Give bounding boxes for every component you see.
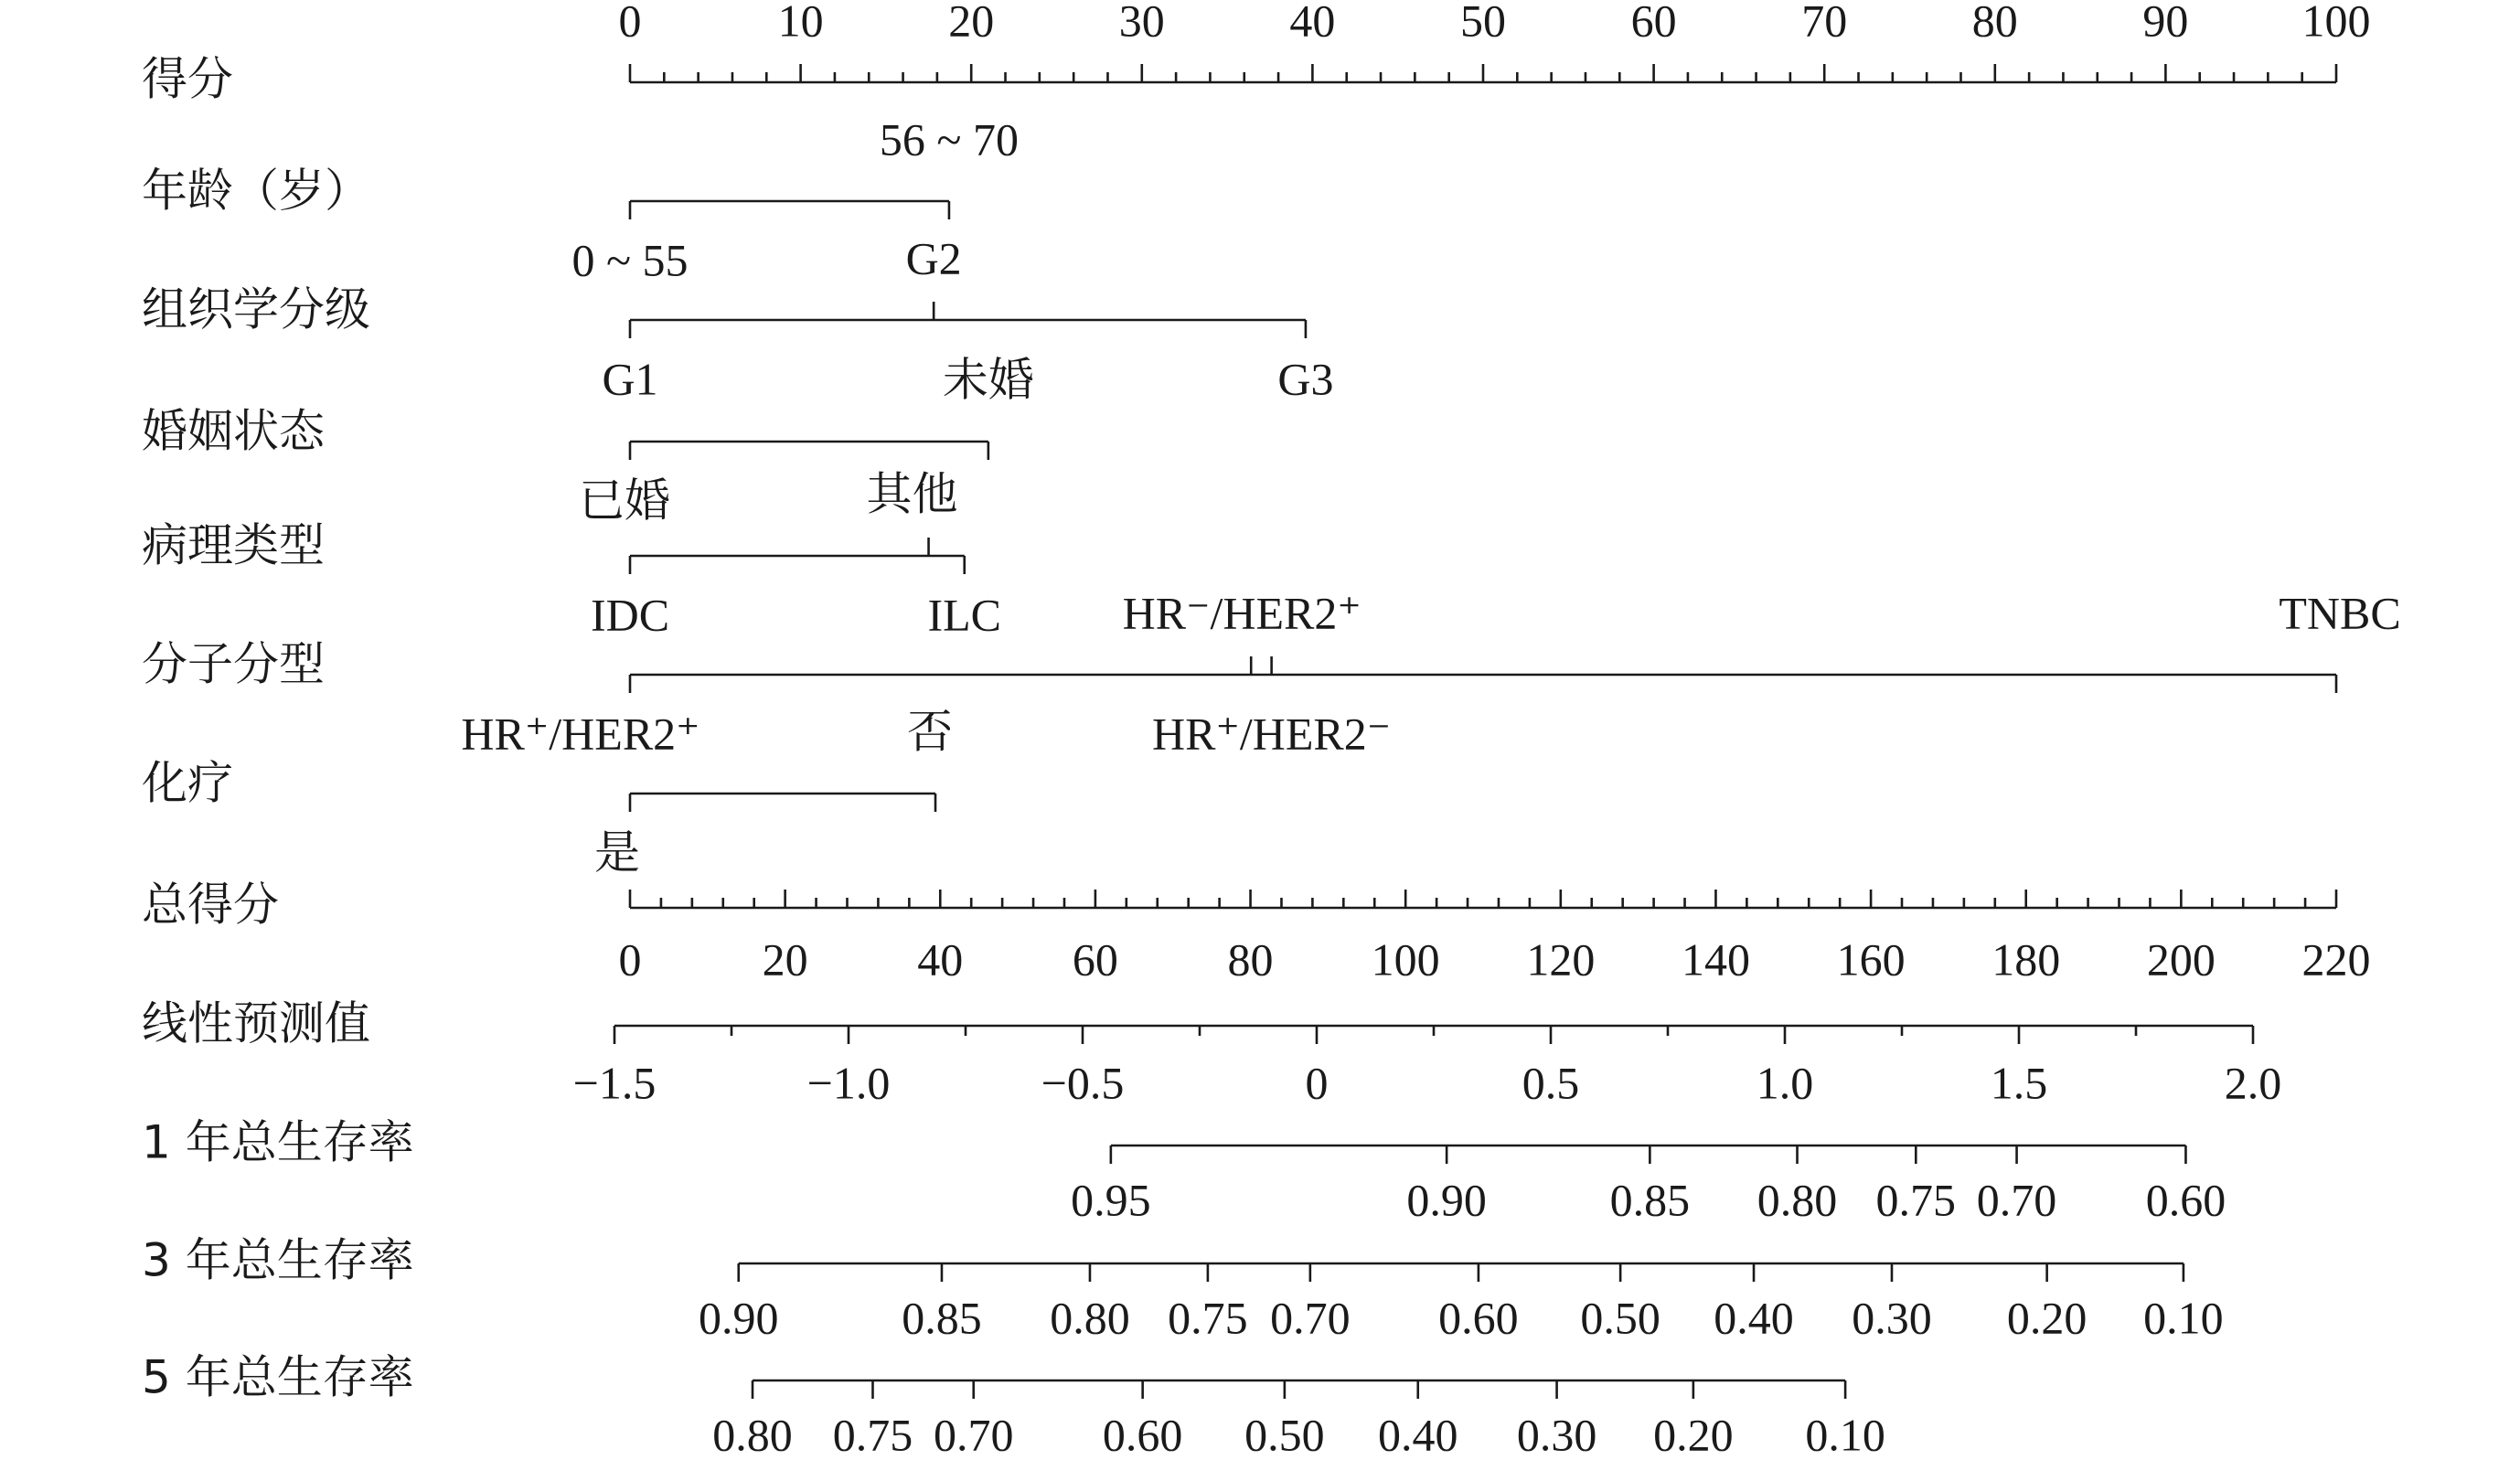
tick-label: 180: [1991, 933, 2061, 986]
row-label: 分子分型: [142, 637, 325, 691]
level-label: 未婚: [942, 354, 1034, 406]
level-label: 0 ~ 55: [571, 234, 689, 286]
level-label: G3: [1277, 353, 1334, 405]
tick-label: 20: [948, 0, 995, 47]
tick-label: 30: [1118, 0, 1165, 47]
tick-label: 60: [1072, 933, 1118, 986]
tick-label: 0.85: [1609, 1174, 1691, 1226]
tick-label: −1.5: [572, 1057, 657, 1109]
tick-label: 0.70: [1270, 1292, 1351, 1344]
row-label: 组织学分级: [142, 282, 370, 336]
tick-label: 0.95: [1071, 1174, 1151, 1226]
tick-label: 0.50: [1244, 1409, 1325, 1460]
tick-label: 0.40: [1714, 1292, 1794, 1344]
level-label: G1: [602, 353, 658, 405]
tick-label: 0.60: [2145, 1174, 2226, 1226]
row-label: 病理类型: [142, 518, 325, 572]
level-label: 56 ~ 70: [879, 113, 1019, 165]
tick-label: 0.50: [1580, 1292, 1660, 1344]
tick-label: 0.60: [1438, 1292, 1519, 1344]
tick-label: 0.5: [1522, 1057, 1580, 1109]
tick-label: 70: [1801, 0, 1848, 47]
tick-label: 0.80: [1757, 1174, 1838, 1226]
tick-label: 90: [2142, 0, 2189, 47]
tick-label: 0.20: [1653, 1409, 1734, 1460]
tick-label: 2.0: [2224, 1057, 2282, 1109]
tick-label: 0.75: [1875, 1174, 1957, 1226]
tick-label: 160: [1836, 933, 1906, 986]
tick-label: 0.70: [933, 1409, 1014, 1460]
row-label: 总得分: [142, 878, 279, 932]
tick-label: −1.0: [806, 1057, 891, 1109]
level-label: 已婚: [579, 474, 670, 527]
row-label: 化疗: [142, 756, 233, 810]
tick-label: 40: [1289, 0, 1336, 47]
tick-label: 40: [917, 933, 964, 986]
row-label: 5 年总生存率: [142, 1350, 414, 1404]
tick-label: 0.30: [1852, 1292, 1932, 1344]
tick-label: 120: [1526, 933, 1596, 986]
tick-label: 0.80: [1050, 1292, 1130, 1344]
row-label: 1 年总生存率: [142, 1115, 414, 1169]
tick-label: 20: [762, 933, 808, 986]
tick-label: 0.80: [712, 1409, 793, 1460]
tick-label: 0.10: [2143, 1292, 2224, 1344]
level-label: TNBC: [2279, 587, 2401, 639]
tick-label: 0.75: [832, 1409, 913, 1460]
tick-label: 100: [1371, 933, 1440, 986]
tick-label: 140: [1681, 933, 1750, 986]
tick-label: 0.75: [1168, 1292, 1248, 1344]
tick-label: 80: [1227, 933, 1274, 986]
tick-label: 220: [2301, 933, 2371, 986]
tick-label: 0.30: [1516, 1409, 1597, 1460]
level-label: 否: [907, 706, 954, 758]
level-label: G2: [905, 232, 962, 284]
tick-label: 10: [777, 0, 824, 47]
tick-label: 1.0: [1756, 1057, 1814, 1109]
tick-label: 0.10: [1805, 1409, 1885, 1460]
level-label: ILC: [927, 589, 1002, 641]
tick-label: 0: [618, 0, 642, 47]
tick-label: 0.90: [1406, 1174, 1487, 1226]
row-label: 3 年总生存率: [142, 1233, 414, 1287]
level-label: 是: [594, 826, 640, 879]
tick-label: 0.20: [2006, 1292, 2088, 1344]
tick-label: 80: [1971, 0, 2018, 47]
level-label: 其他: [866, 468, 958, 520]
tick-label: −0.5: [1041, 1057, 1125, 1109]
tick-label: 0: [1305, 1057, 1329, 1109]
level-label: IDC: [590, 589, 670, 641]
tick-label: 0.90: [698, 1292, 779, 1344]
tick-label: 0.40: [1378, 1409, 1458, 1460]
tick-label: 0.70: [1976, 1174, 2057, 1226]
tick-label: 60: [1630, 0, 1677, 47]
level-label: HR⁺/HER2⁺: [461, 708, 700, 760]
row-label: 年龄（岁）: [142, 164, 370, 218]
tick-label: 0.60: [1102, 1409, 1183, 1460]
tick-label: 50: [1460, 0, 1506, 47]
row-label: 婚姻状态: [142, 404, 325, 458]
tick-label: 100: [2301, 0, 2371, 47]
tick-label: 0: [618, 933, 642, 986]
level-label: HR⁺/HER2⁻: [1152, 708, 1392, 760]
tick-label: 0.85: [902, 1292, 982, 1344]
row-label: 得分: [142, 52, 233, 106]
row-label: 线性预测值: [142, 996, 370, 1050]
level-label: HR⁻/HER2⁺: [1122, 587, 1361, 639]
tick-label: 200: [2146, 933, 2216, 986]
tick-label: 1.5: [1990, 1057, 2048, 1109]
